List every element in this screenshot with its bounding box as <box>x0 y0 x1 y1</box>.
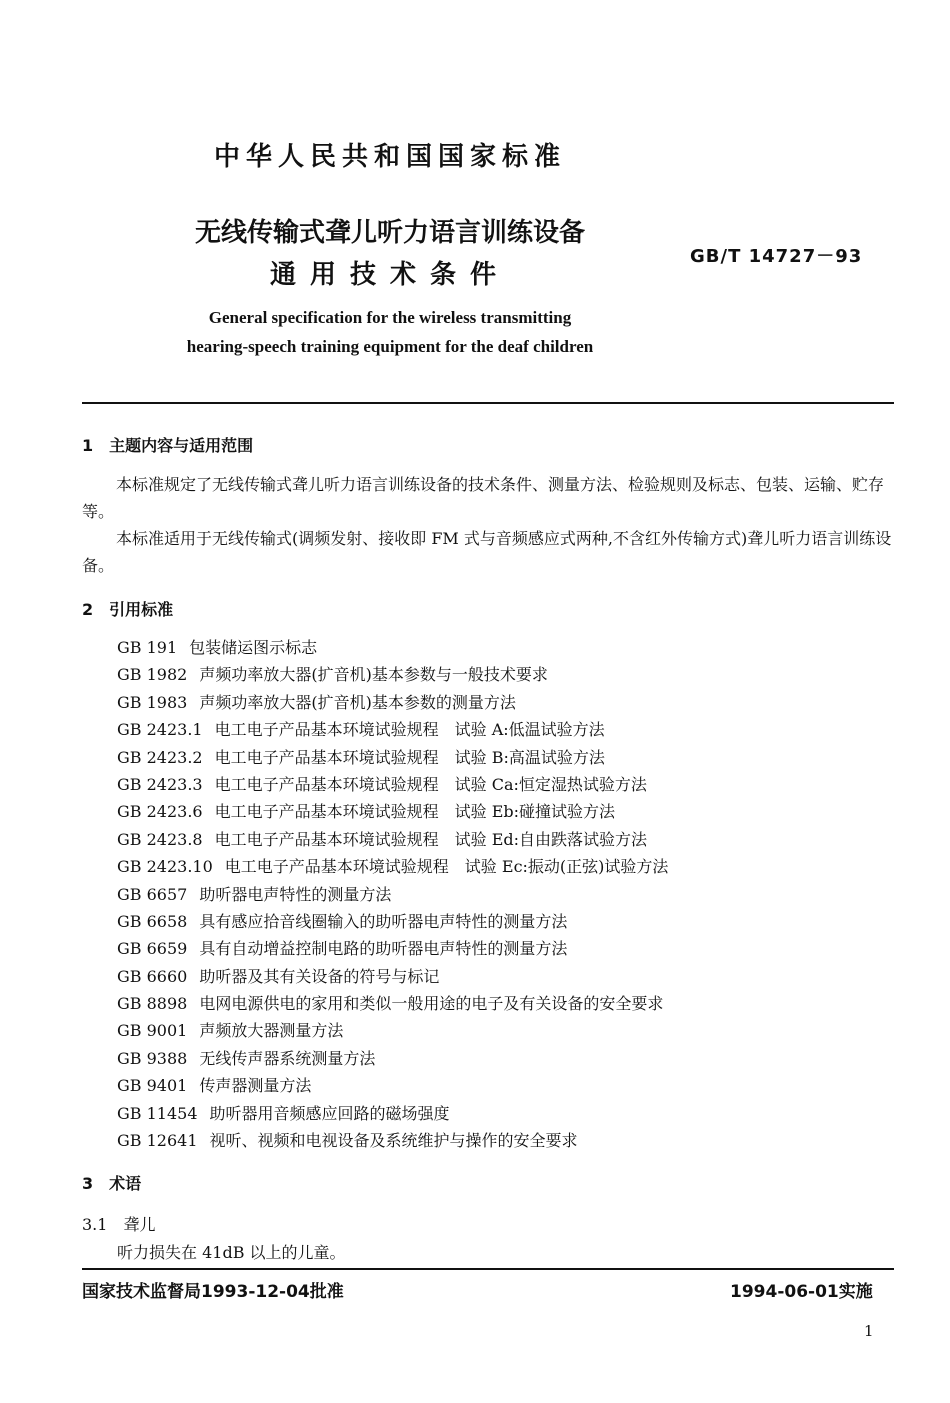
referenced-standards-list <box>117 634 668 1154</box>
reference-item <box>117 935 668 962</box>
bottom-divider <box>82 1268 894 1270</box>
reference-title: 电网电源供电的家用和类似一般用途的电子及有关设备的安全要求 <box>199 994 664 1014</box>
reference-code: GB 2423.10 <box>117 857 213 877</box>
top-divider <box>82 402 894 404</box>
reference-code: GB 11454 <box>117 1103 198 1123</box>
page-number: 1 <box>864 1322 874 1340</box>
reference-item <box>117 963 668 990</box>
reference-item <box>117 1045 668 1072</box>
reference-item <box>117 1127 668 1154</box>
section-3-heading: 3 术语 <box>82 1174 142 1193</box>
reference-item <box>117 771 668 798</box>
reference-title: 声频功率放大器(扩音机)基本参数与一般技术要求 <box>199 665 548 685</box>
document-title-line1: 无线传输式聋儿听力语言训练设备 <box>194 218 585 248</box>
reference-item <box>117 798 668 825</box>
reference-title: 具有感应拾音线圈输入的助听器电声特性的测量方法 <box>199 911 568 931</box>
term-3-1-heading: 3.1 聋儿 <box>82 1215 156 1234</box>
reference-item <box>117 744 668 771</box>
reference-code: GB 6660 <box>117 966 188 986</box>
reference-code: GB 9388 <box>117 1048 188 1068</box>
reference-title: 传声器测量方法 <box>199 1076 312 1096</box>
reference-item <box>117 1072 668 1099</box>
reference-title: 助听器用音频感应回路的磁场强度 <box>209 1103 450 1123</box>
reference-code: GB 6658 <box>117 911 188 931</box>
reference-item <box>117 716 668 743</box>
reference-title: 电工电子产品基本环境试验规程 试验 A:低温试验方法 <box>214 720 605 740</box>
english-title-line2: hearing-speech training equipment for the deaf children <box>186 337 594 356</box>
reference-title: 包装储运图示标志 <box>189 638 318 657</box>
reference-title: 无线传声器系统测量方法 <box>199 1048 376 1068</box>
reference-title: 声频功率放大器(扩音机)基本参数的测量方法 <box>199 692 516 712</box>
implementation-date: 1994-06-01实施 <box>730 1282 873 1302</box>
reference-code: GB 9401 <box>117 1076 188 1096</box>
reference-title: 电工电子产品基本环境试验规程 试验 B:高温试验方法 <box>214 747 605 767</box>
section-1-paragraph-2: 本标准适用于无线传输式(调频发射、接收即 FM 式与音频感应式两种,不含红外传输方式)聋儿听力语言训练设备。 <box>82 529 892 575</box>
english-title-line1: General specification for the wireless transmitting <box>208 308 572 327</box>
reference-title: 助听器及其有关设备的符号与标记 <box>199 966 440 986</box>
reference-code: GB 2423.3 <box>117 774 203 794</box>
reference-code: GB 6657 <box>117 884 188 904</box>
reference-title: 助听器电声特性的测量方法 <box>199 884 392 904</box>
reference-title: 具有自动增益控制电路的助听器电声特性的测量方法 <box>199 939 568 959</box>
reference-title: 声频放大器测量方法 <box>199 1021 344 1041</box>
reference-title: 电工电子产品基本环境试验规程 试验 Eb:碰撞试验方法 <box>214 802 616 822</box>
reference-item <box>117 661 668 688</box>
reference-item <box>117 634 668 661</box>
reference-item <box>117 826 668 853</box>
reference-code: GB 6659 <box>117 939 188 959</box>
reference-item <box>117 990 668 1017</box>
reference-code: GB 9001 <box>117 1021 188 1041</box>
document-title-line2: 通用技术条件 <box>269 260 510 290</box>
reference-item <box>117 908 668 935</box>
section-2-heading: 2 引用标准 <box>82 600 174 619</box>
reference-code: GB 8898 <box>117 994 188 1014</box>
reference-code: GB 2423.6 <box>117 802 203 822</box>
reference-item <box>117 853 668 880</box>
standard-code: GB/T 14727－93 <box>690 246 863 267</box>
reference-title: 电工电子产品基本环境试验规程 试验 Ec:振动(正弦)试验方法 <box>224 857 669 877</box>
section-1-paragraph-1: 本标准规定了无线传输式聋儿听力语言训练设备的技术条件、测量方法、检验规则及标志、包装、运输、贮存等。 <box>82 475 885 521</box>
reference-code: GB 2423.2 <box>117 747 203 767</box>
reference-code: GB 2423.8 <box>117 829 203 849</box>
approval-date: 国家技术监督局1993-12-04批准 <box>82 1282 344 1302</box>
reference-item <box>117 1100 668 1127</box>
reference-code: GB 1983 <box>117 692 188 712</box>
reference-item <box>117 689 668 716</box>
reference-title: 电工电子产品基本环境试验规程 试验 Ed:自由跌落试验方法 <box>214 829 648 849</box>
reference-item <box>117 1017 668 1044</box>
national-standard-header: 中华人民共和国国家标准 <box>213 142 566 172</box>
term-3-1-definition: 听力损失在 41dB 以上的儿童。 <box>117 1243 346 1262</box>
reference-title: 电工电子产品基本环境试验规程 试验 Ca:恒定湿热试验方法 <box>214 774 647 794</box>
reference-title: 视听、视频和电视设备及系统维护与操作的安全要求 <box>209 1131 578 1151</box>
reference-code: GB 12641 <box>117 1131 198 1151</box>
reference-code: GB 191 <box>117 638 178 657</box>
reference-item <box>117 881 668 908</box>
reference-code: GB 1982 <box>117 665 188 685</box>
section-1-heading: 1 主题内容与适用范围 <box>82 436 254 455</box>
reference-code: GB 2423.1 <box>117 720 203 740</box>
